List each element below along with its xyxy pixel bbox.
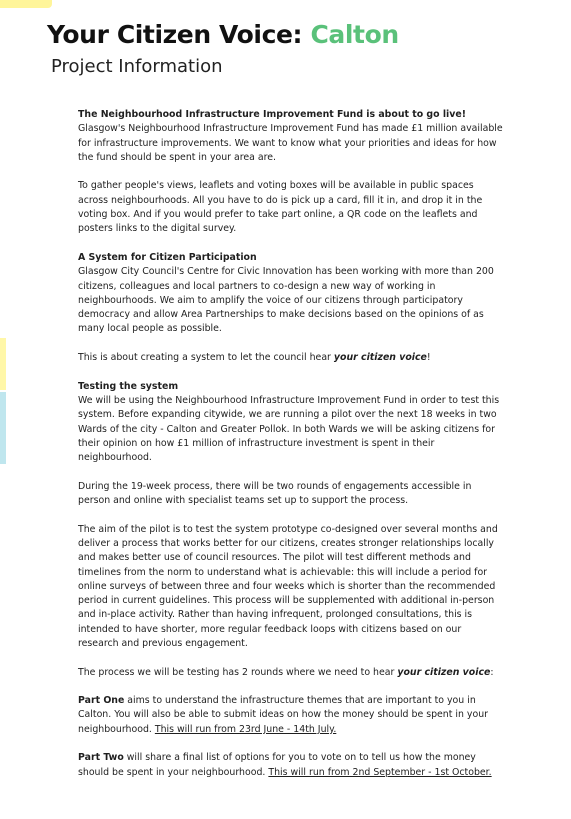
part-one-dates: This will run from 23rd June - 14th July.: [154, 723, 337, 735]
paragraph-text: The process we will be testing has 2 rounds where we need to hear: [78, 666, 398, 678]
paragraph-testing-system: [78, 380, 504, 466]
paragraph-system-purpose: [78, 351, 504, 365]
part-one-label: Part One: [78, 695, 125, 707]
paragraph-part-one: [78, 694, 504, 737]
paragraph-pilot-aim: [78, 523, 504, 652]
paragraph-text: This is about creating a system to let the council hear: [78, 352, 334, 364]
part-two-label: Part Two: [78, 752, 124, 764]
paragraph-text: During the 19-week process, there will be two rounds of engagements accessible in person and online with specialist teams set up to support the process.: [78, 480, 472, 507]
page-subtitle: Project Information: [51, 56, 223, 77]
page-title: [47, 18, 399, 52]
paragraph-citizen-participation: [78, 251, 504, 337]
part-two-dates: This will run from 2nd September - 1st October.: [268, 766, 492, 778]
paragraph-text: The aim of the pilot is to test the system prototype co-designed over several months and deliver a process that works better for our citizens, creates stronger relationships locally and makes better use of council resources. The pilot will test different methods and timelines from the norm to understand what is achievable: this will include a period for online surveys of between three and four weeks which is shorter than the recommended period in current guidelines. This process will be supplemented with additional in-person and in-place activity. Rather than having infrequent, prolonged consultations, this is intended to have shorter, more regular feedback loops with citizens based on our research and previous engagement.: [78, 523, 498, 649]
paragraph-19-week-process: [78, 480, 504, 509]
paragraph-two-rounds: [78, 666, 504, 680]
decorative-yellow-tab: [0, 0, 52, 8]
emphasis-citizen-voice: your citizen voice: [333, 352, 427, 364]
paragraph-text: Glasgow's Neighbourhood Infrastructure Improvement Fund has made £1 million available for infrastructure improvements. We want to know what your priorities and ideas for how the fund should be spent in your area are.: [78, 123, 503, 163]
paragraph-text: Glasgow City Council's Centre for Civic Innovation has been working with more than 200 citizens, colleagues and local partners to co-design a new way of working in neighbourhoods. We aim to amplify the voice of our citizens through participatory democracy and allow Area Partnerships to make decisions based on the opinions of as many local people as possible.: [78, 266, 494, 335]
paragraph-text: aims to understand the infrastructure themes that are important to you in Calton. You will also be able to submit ideas on how the money should be spent in your neighbourhood.: [78, 695, 488, 735]
paragraph-gathering-views: [78, 179, 504, 236]
section-heading-testing-system: Testing the system: [78, 380, 179, 392]
paragraph-text: will share a final list of options for you to vote on to tell us how the money should be spent in your neighbourhood.: [78, 752, 476, 778]
paragraph-fund-launch: [78, 108, 504, 165]
document-body: [78, 108, 504, 794]
page-title-accent: Calton: [310, 20, 399, 49]
emphasis-citizen-voice: your citizen voice: [397, 666, 491, 678]
paragraph-text: To gather people's views, leaflets and voting boxes will be available in public spaces across neighbourhoods. All you have to do is pick up a card, fill it in, and drop it in the voting box. And if you would prefer to take part online, a QR code on the leaflets and posters links to the digital survey.: [78, 180, 483, 235]
page-title-main: Your Citizen Voice:: [47, 20, 311, 49]
paragraph-text: We will be using the Neighbourhood Infrastructure Improvement Fund in order to test this system. Before expanding citywide, we are running a pilot over the next 18 weeks in two Wards of the city - Calton and Greater Pollok. In both Wards we will be asking citizens for their opinion on how £1 million of infrastructure investment is spent in their neighbourhood.: [78, 394, 500, 464]
decorative-side-yellow-strip: [0, 338, 6, 390]
paragraph-punctuation: !: [426, 352, 431, 364]
paragraph-part-two: [78, 751, 504, 780]
section-heading-fund-live: The Neighbourhood Infrastructure Improvement Fund is about to go live!: [78, 109, 467, 120]
decorative-side-blue-strip: [0, 392, 6, 464]
section-heading-citizen-participation: A System for Citizen Participation: [78, 251, 257, 263]
paragraph-punctuation: :: [490, 666, 494, 678]
